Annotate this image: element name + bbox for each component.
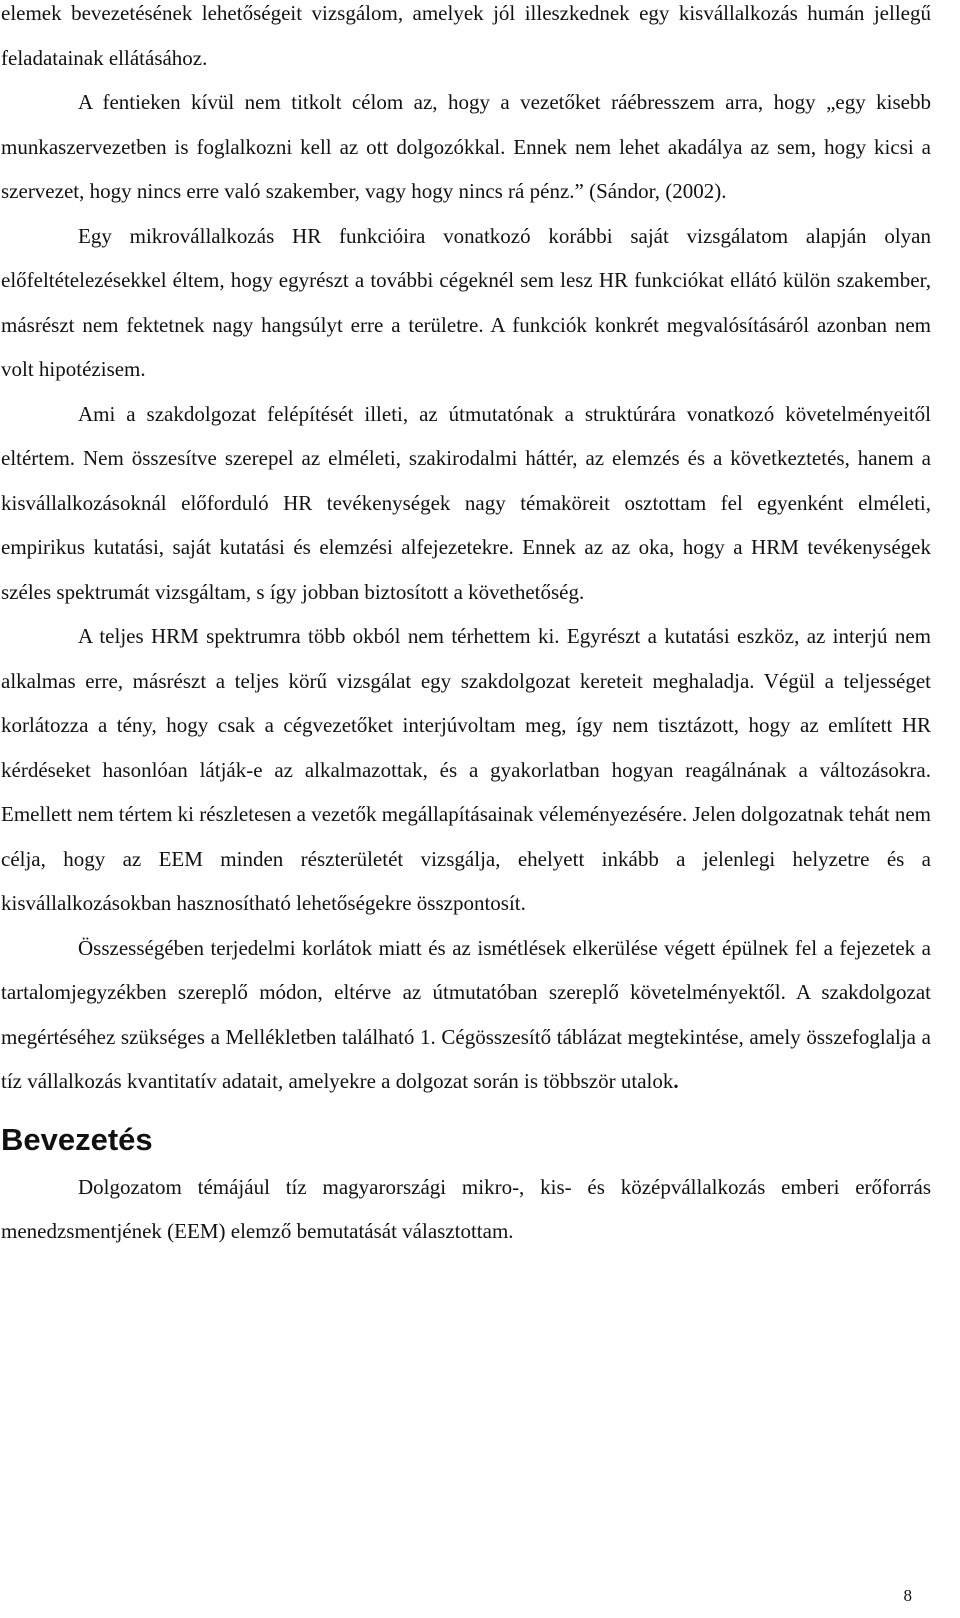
paragraph-summary-text: Összességében terjedelmi korlátok miatt és az ismétlések elkerülése végett épülnek fel a fejezetek a tartalomjegyzékben szereplő módon, eltérve az útmutatóban szereplő követelményektől. A szakdolgozat megértéséhez szükséges a Mellékletben található 1. Cégösszesítő táblázat megtekintése, amely összefoglalja a tíz vállalkozás kvantitatív adatait, amelyekre a dolgozat során is többször utalok <box>1 935 931 1093</box>
paragraph-summary-end: . <box>673 1069 679 1093</box>
paragraph-structure: Ami a szakdolgozat felépítését illeti, az útmutatónak a struktúrára vonatkozó követelményeitől eltértem. Nem összesítve szerepel az elméleti, szakirodalmi háttér, az elemzés és a következtetés, hanem a kisvállalkozásoknál előforduló HR tevékenységek nagy témaköreit osztottam fel egyenként elméleti, empirikus kutatási, saját kutatási és elemzési alfejezetekre. Ennek az az oka, hogy a HRM tevékenységek széles spektrumát vizsgáltam, s így jobban biztosított a követhetőség. <box>1 401 931 604</box>
paragraph-limitations: A teljes HRM spektrumra több okból nem térhettem ki. Egyrészt a kutatási eszköz, az interjú nem alkalmas erre, másrészt a teljes körű vizsgálat egy szakdolgozat kereteit meghaladja. Végül a teljességet korlátozza a tény, hogy csak a cégvezetőket interjúvoltam meg, így nem tisztázott, hogy az említett HR kérdéseket hasonlóan látják-e az alkalmazottak, és a gyakorlatban hogyan reagálnának a változásokra. Emellett nem tértem ki részletesen a vezetők megállapításainak véleményezésére. Jelen dolgozatnak tehát nem célja, hogy az EEM minden részterületét vizsgálja, ehelyett inkább a jelenlegi helyzetre és a kisvállalkozásokban hasznosítható lehetőségekre összpontosít. <box>1 624 931 915</box>
paragraph-summary <box>1 926 931 1104</box>
page-number: 8 <box>903 1586 912 1605</box>
paragraph-assumptions: Egy mikrovállalkozás HR funkcióira vonatkozó korábbi saját vizsgálatom alapján olyan előfeltételezésekkel éltem, hogy egyrészt a további cégeknél sem lesz HR funkciókat ellátó külön szakember, másrészt nem fektetnek nagy hangsúlyt erre a területre. A funkciók konkrét megvalósításáról azonban nem volt hipotézisem. <box>1 223 931 381</box>
body-text <box>1 0 931 1254</box>
paragraph-quote: A fentieken kívül nem titkolt célom az, hogy a vezetőket ráébresszem arra, hogy „egy kisebb munkaszervezetben is foglalkozni kell az ott dolgozókkal. Ennek nem lehet akadálya az sem, hogy kicsi a szervezet, hogy nincs erre való szakember, vagy hogy nincs rá pénz.” (Sándor, (2002). <box>1 90 931 203</box>
section-heading: Bevezetés <box>1 1121 153 1157</box>
paragraph-continuation: elemek bevezetésének lehetőségeit vizsgálom, amelyek jól illeszkednek egy kisvállalkozás humán jellegű feladatainak ellátásához. <box>1 1 931 70</box>
paragraph-introduction: Dolgozatom témájául tíz magyarországi mikro-, kis- és középvállalkozás emberi erőforrás menedzsmentjének (EEM) elemző bemutatását választottam. <box>1 1174 931 1243</box>
